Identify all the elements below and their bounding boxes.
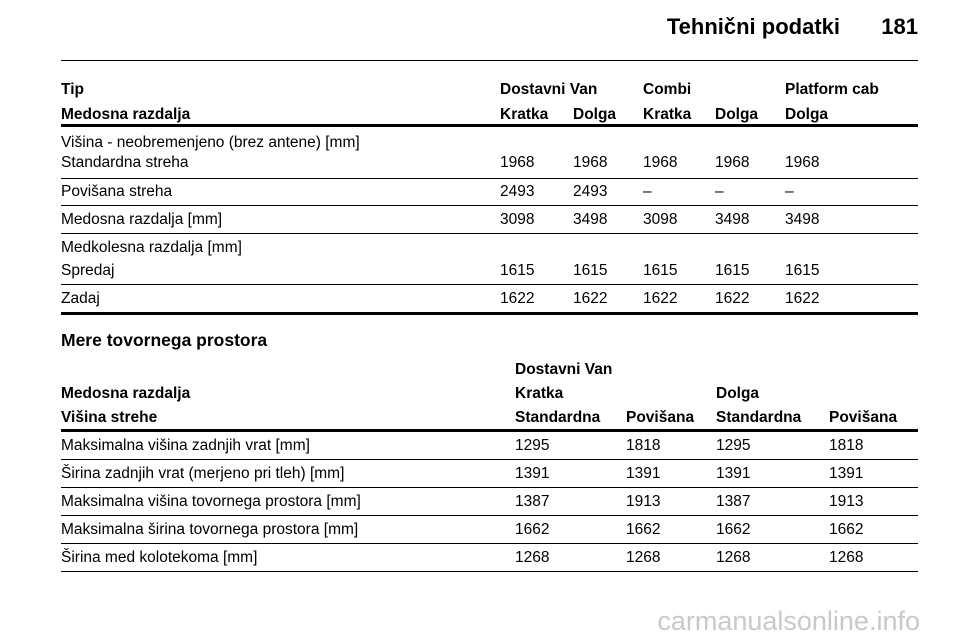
t1-cell: 1622 bbox=[643, 290, 678, 307]
t2-cell: 1295 bbox=[716, 437, 751, 454]
row-divider bbox=[61, 487, 918, 488]
t1-cell: 3498 bbox=[715, 211, 750, 228]
t1-bottom-rule bbox=[61, 312, 918, 315]
t1-cell: 1615 bbox=[500, 262, 535, 279]
row-divider bbox=[61, 515, 918, 516]
t1-cell: 2493 bbox=[500, 183, 535, 200]
t1-header-rule bbox=[61, 124, 918, 127]
t2-row-label: Širina zadnjih vrat (merjeno pri tleh) [mm] bbox=[61, 465, 345, 482]
t2-cell: 1662 bbox=[829, 521, 864, 538]
t2-header-povisana-2: Povišana bbox=[829, 409, 898, 426]
section-title: Mere tovornega prostora bbox=[61, 330, 268, 350]
row-divider bbox=[61, 543, 918, 544]
t1-header-kratka-1: Kratka bbox=[500, 106, 549, 123]
t1-cell: 1968 bbox=[785, 154, 820, 171]
t1-row-label: Spredaj bbox=[61, 262, 115, 279]
t1-header-tip: Tip bbox=[61, 81, 84, 98]
t2-cell: 1268 bbox=[716, 549, 751, 566]
t2-cell: 1818 bbox=[829, 437, 864, 454]
t1-row-label: Standardna streha bbox=[61, 154, 189, 171]
t1-cell: – bbox=[643, 183, 652, 200]
t2-cell: 1295 bbox=[515, 437, 550, 454]
t2-cell: 1268 bbox=[626, 549, 661, 566]
t2-cell: 1391 bbox=[626, 465, 661, 482]
t2-cell: 1387 bbox=[716, 493, 751, 510]
t1-cell: 1968 bbox=[715, 154, 750, 171]
t2-cell: 1391 bbox=[515, 465, 550, 482]
t2-cell: 1268 bbox=[829, 549, 864, 566]
row-divider bbox=[61, 571, 918, 572]
t2-header-dolga: Dolga bbox=[716, 385, 760, 402]
t2-header-medosna: Medosna razdalja bbox=[61, 385, 191, 402]
t1-group-label: Višina - neobremenjeno (brez antene) [mm] bbox=[61, 134, 360, 151]
t2-cell: 1913 bbox=[626, 493, 661, 510]
t2-header-visina: Višina strehe bbox=[61, 409, 158, 426]
t1-cell: – bbox=[785, 183, 794, 200]
t1-header-dostavni-van: Dostavni Van bbox=[500, 81, 598, 98]
t1-group-label: Medkolesna razdalja [mm] bbox=[61, 239, 242, 256]
row-divider bbox=[61, 459, 918, 460]
page-title: Tehnični podatki bbox=[666, 14, 840, 39]
t2-cell: 1662 bbox=[716, 521, 751, 538]
t1-row-label: Zadaj bbox=[61, 290, 100, 307]
t2-header-povisana-1: Povišana bbox=[626, 409, 695, 426]
t1-row-label: Medosna razdalja [mm] bbox=[61, 211, 223, 228]
t2-row-label: Širina med kolotekoma [mm] bbox=[61, 549, 258, 566]
page-number: 181 bbox=[881, 14, 918, 39]
t1-cell: 1622 bbox=[785, 290, 820, 307]
t1-cell: 3498 bbox=[573, 211, 608, 228]
row-divider bbox=[61, 205, 918, 206]
t2-cell: 1391 bbox=[829, 465, 864, 482]
t2-cell: 1391 bbox=[716, 465, 751, 482]
t2-header-dostavni-van: Dostavni Van bbox=[515, 361, 613, 378]
t1-cell: 1615 bbox=[643, 262, 678, 279]
t1-cell: 3098 bbox=[643, 211, 678, 228]
t1-cell: 1622 bbox=[500, 290, 535, 307]
t1-cell: – bbox=[715, 183, 724, 200]
row-divider bbox=[61, 178, 918, 179]
t1-cell: 2493 bbox=[573, 183, 608, 200]
t1-header-dolga-3: Dolga bbox=[785, 106, 829, 123]
t2-row-label: Maksimalna višina zadnjih vrat [mm] bbox=[61, 437, 310, 454]
t2-cell: 1913 bbox=[829, 493, 864, 510]
t2-header-standardna-1: Standardna bbox=[515, 409, 601, 426]
row-divider bbox=[61, 233, 918, 234]
row-divider bbox=[61, 284, 918, 285]
t2-cell: 1662 bbox=[626, 521, 661, 538]
t2-row-label: Maksimalna višina tovornega prostora [mm] bbox=[61, 493, 361, 510]
t1-cell: 1968 bbox=[573, 154, 608, 171]
t2-cell: 1387 bbox=[515, 493, 550, 510]
t2-header-standardna-2: Standardna bbox=[716, 409, 802, 426]
t1-header-dolga-2: Dolga bbox=[715, 106, 759, 123]
t2-cell: 1268 bbox=[515, 549, 550, 566]
t1-header-dolga-1: Dolga bbox=[573, 106, 617, 123]
t1-header-combi: Combi bbox=[643, 81, 692, 98]
t1-cell: 1968 bbox=[500, 154, 535, 171]
t2-header-kratka: Kratka bbox=[515, 385, 564, 402]
t2-cell: 1662 bbox=[515, 521, 550, 538]
t1-cell: 1615 bbox=[715, 262, 750, 279]
t1-cell: 1622 bbox=[573, 290, 608, 307]
t1-header-kratka-2: Kratka bbox=[643, 106, 692, 123]
t2-row-label: Maksimalna širina tovornega prostora [mm] bbox=[61, 521, 359, 538]
header-rule bbox=[61, 60, 918, 61]
t2-cell: 1818 bbox=[626, 437, 661, 454]
t1-row-label: Povišana streha bbox=[61, 183, 173, 200]
t1-cell: 1615 bbox=[785, 262, 820, 279]
t1-cell: 3498 bbox=[785, 211, 820, 228]
t1-cell: 1615 bbox=[573, 262, 608, 279]
t1-cell: 1968 bbox=[643, 154, 678, 171]
t1-cell: 3098 bbox=[500, 211, 535, 228]
watermark: carmanualsonline.info bbox=[657, 606, 920, 636]
t2-header-rule bbox=[61, 429, 918, 432]
t1-header-platform-cab: Platform cab bbox=[785, 81, 879, 98]
t1-header-medosna: Medosna razdalja bbox=[61, 106, 191, 123]
t1-cell: 1622 bbox=[715, 290, 750, 307]
